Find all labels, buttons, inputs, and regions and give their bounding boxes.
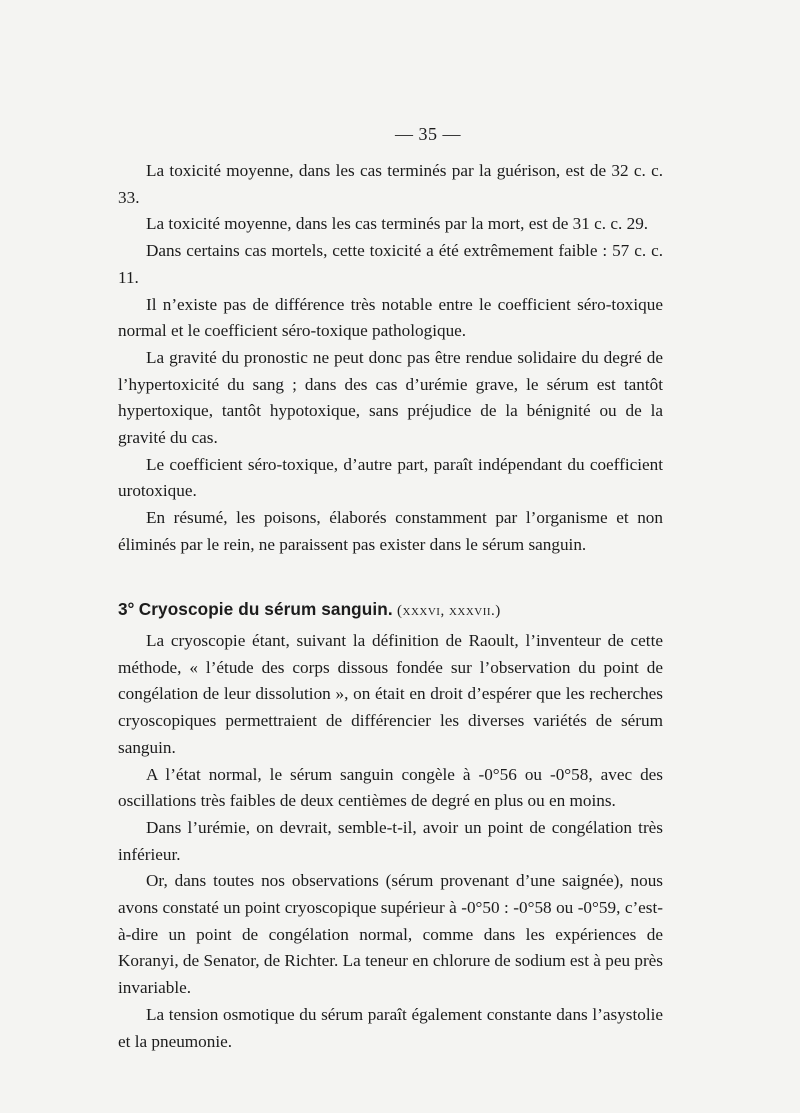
- paragraph: Or, dans toutes nos observations (sérum provenant d’une saignée), nous avons constaté un point cryoscopique supérieur à -0°50 : -0°58 ou -0°59, c’est-à-dire un point de congélation normal, comme dans les expériences de Koranyi, de Senator, de Richter. La teneur en chlorure de sodium est à peu près invariable.: [118, 871, 663, 998]
- section-number: 3°: [118, 599, 135, 619]
- paragraph: Le coefficient séro-toxique, d’autre part, paraît indépendant du coefficient urotoxique.: [118, 454, 663, 501]
- paragraph: La toxicité moyenne, dans les cas terminés par la guérison, est de 32 c. c. 33.: [118, 161, 663, 207]
- paragraph: La gravité du pronostic ne peut donc pas être rendue solidaire du degré de l’hypertoxicité du sang ; dans des cas d’urémie grave, le sérum est tantôt hypertoxique, tantôt hypotoxique, sans préjudice de la bénignité ou de la gravité du cas.: [118, 347, 663, 448]
- section-references: (xxxvi, xxxvii.): [397, 603, 501, 619]
- page-number: — 35 —: [395, 124, 461, 144]
- paragraph: En résumé, les poisons, élaborés constamment par l’organisme et non éliminés par le rein, ne paraissent pas exister dans le sérum sanguin.: [118, 508, 663, 554]
- paragraph: La toxicité moyenne, dans les cas terminés par la mort, est de 31 c. c. 29.: [146, 214, 649, 234]
- paragraph: Dans l’urémie, on devrait, semble-t-il, avoir un point de congélation très inférieur.: [118, 817, 663, 864]
- paragraph: A l’état normal, le sérum sanguin congèle à -0°56 ou -0°58, avec des oscillations très faibles de deux centièmes de degré en plus ou en moins.: [118, 764, 663, 811]
- text-block-cryoscopy: [118, 628, 663, 1055]
- paragraph: La cryoscopie étant, suivant la définition de Raoult, l’inventeur de cette méthode, « l’étude des corps dissous fondée sur l’observation du point de congélation de leur dissolution », on était en droit d’espérer que les recherches cryoscopiques permettraient de différencier les diverses variétés de sérum sanguin.: [118, 631, 663, 757]
- paragraph: Dans certains cas mortels, cette toxicité a été extrêmement faible : 57 c. c. 11.: [118, 241, 663, 287]
- section-heading: [118, 596, 663, 624]
- paragraph: Il n’existe pas de différence très notable entre le coefficient séro-toxique normal et le coefficient séro-toxique pathologique.: [118, 294, 663, 341]
- text-block-results: [118, 158, 663, 559]
- paragraph: La tension osmotique du sérum paraît également constante dans l’asystolie et la pneumonie.: [118, 1004, 663, 1051]
- section-title: Cryoscopie du sérum sanguin.: [138, 599, 393, 619]
